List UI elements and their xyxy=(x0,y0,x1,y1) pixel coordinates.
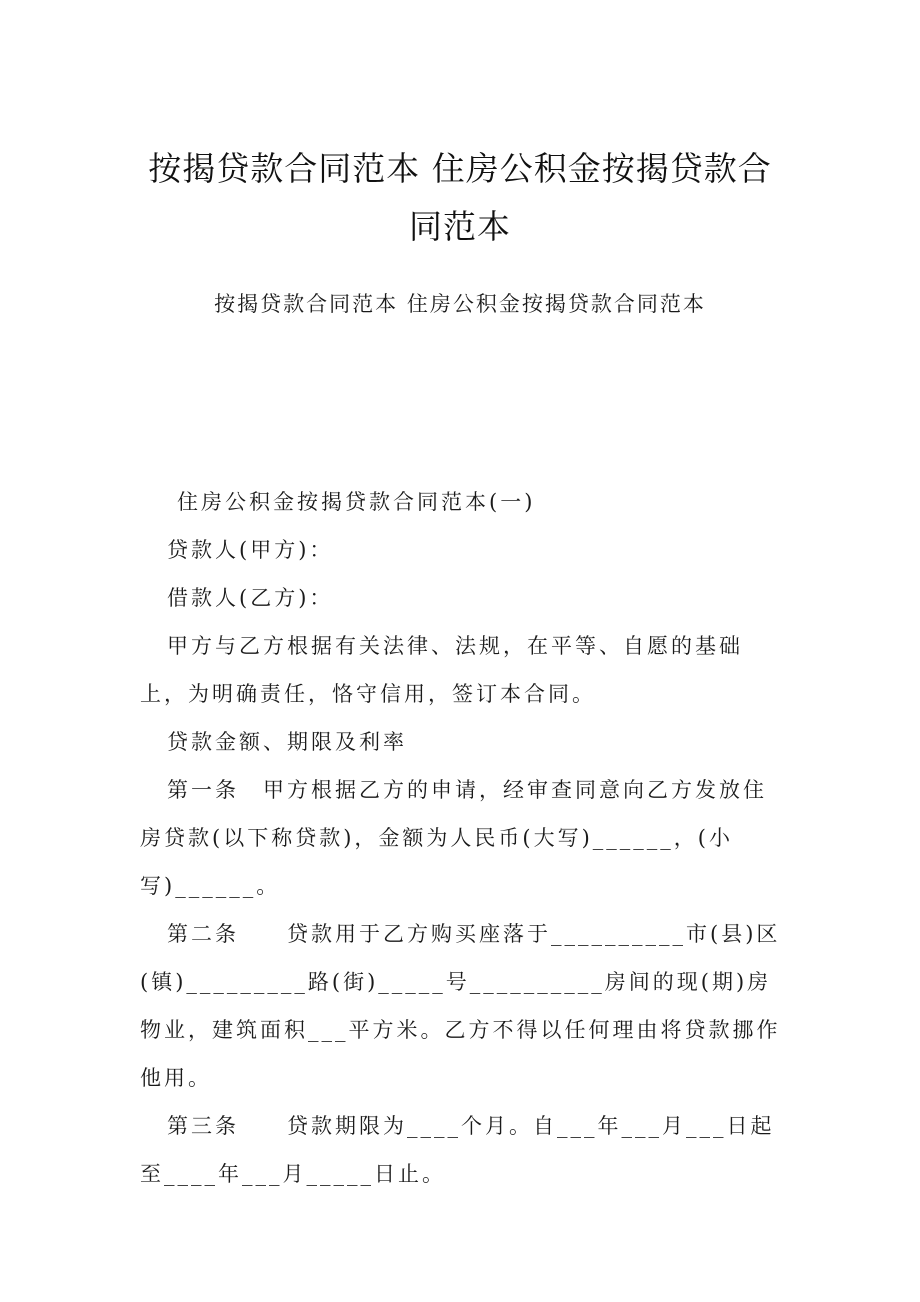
preamble-paragraph: 甲方与乙方根据有关法律、法规，在平等、自愿的基础上，为明确责任，恪守信用，签订本合同。 xyxy=(140,634,743,706)
article-3: 第三条 贷款期限为____个月。自___年___月___日起至____年___月_____日止。 xyxy=(140,1114,775,1186)
title-line-2: 同范本 xyxy=(409,207,511,246)
lender-line: 贷款人(甲方)： xyxy=(167,538,334,562)
article-2: 第二条 贷款用于乙方购买座落于__________市(县)区(镇)_________路(街)_____号__________房间的现(期)房物业，建筑面积___平方米。乙方不得以任何理由将贷款挪作他用。 xyxy=(140,922,781,1090)
borrower-line: 借款人(乙方)： xyxy=(167,586,334,610)
section-heading: 住房公积金按揭贷款合同范本(一) xyxy=(177,490,536,514)
document-title xyxy=(0,140,920,256)
title-line-1: 按揭贷款合同范本 住房公积金按揭贷款合 xyxy=(148,149,772,188)
article-1: 第一条 甲方根据乙方的申请，经审查同意向乙方发放住房贷款(以下称贷款)，金额为人民币(大写)______，(小写)______。 xyxy=(140,778,767,898)
document-body xyxy=(140,478,790,1198)
clause-heading: 贷款金额、期限及利率 xyxy=(167,730,407,754)
document-subtitle: 按揭贷款合同范本 住房公积金按揭贷款合同范本 xyxy=(214,292,706,316)
